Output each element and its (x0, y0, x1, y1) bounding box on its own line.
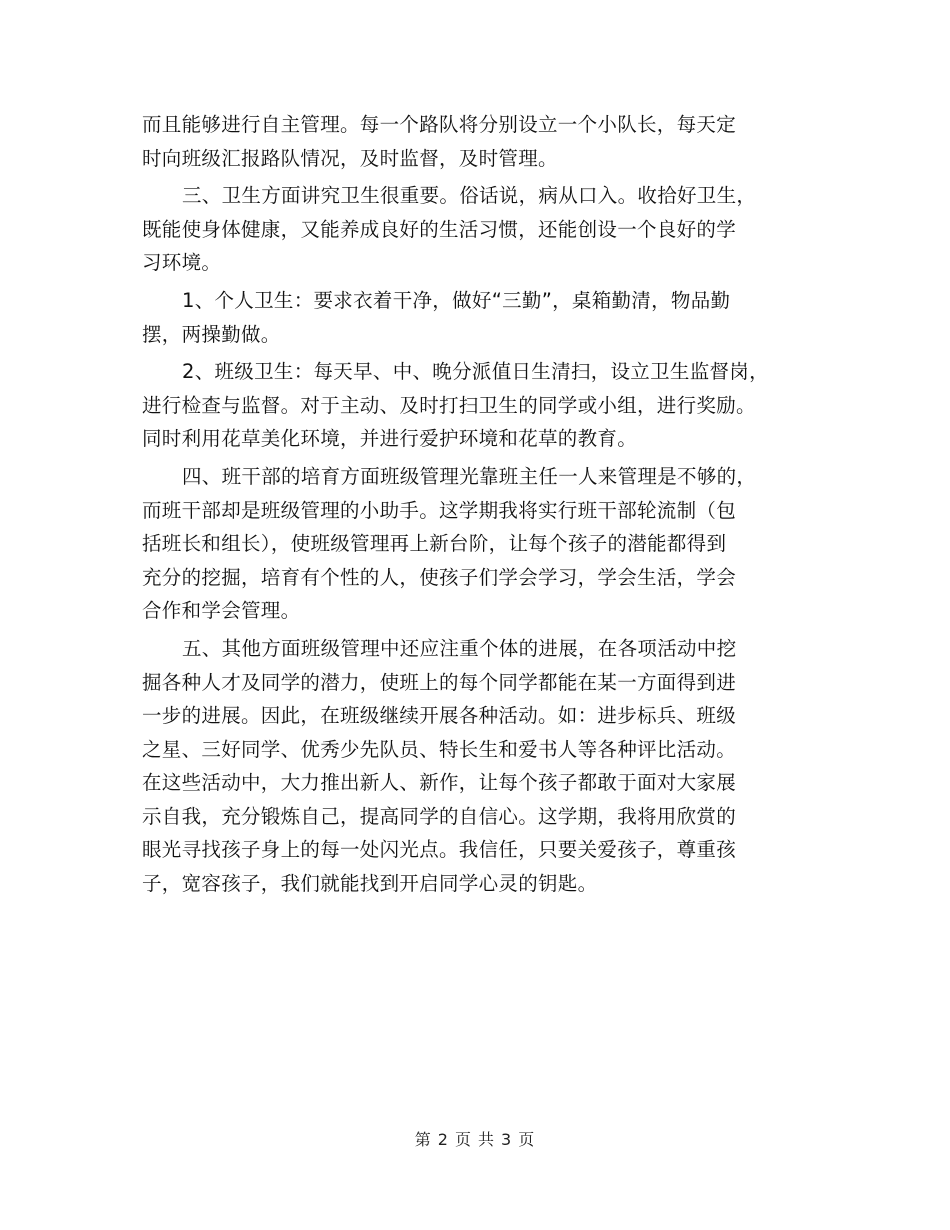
item-1-line: 1、个人卫生：要求衣着干净，做好“三勤”，桌箱勤清，物品勤 (182, 288, 731, 312)
text-line: 子，宽容孩子，我们就能找到开启同学心灵的钥匙。 (142, 872, 598, 896)
text-line: 而且能够进行自主管理。每一个路队将分别设立一个小队长，每天定 (142, 113, 737, 136)
footer-page-number: 2 (437, 1130, 449, 1149)
text-line: 在这些活动中，大力推出新人、新作，让每个孩子都敢于面对大家展 (142, 771, 737, 795)
text-line: 而班干部却是班级管理的小助手。这学期我将实行班干部轮流制（包 (142, 498, 737, 522)
text-line: 摆，两操勤做。 (142, 322, 281, 346)
footer-prefix: 第 (414, 1130, 432, 1149)
section-3-heading-line: 三、卫生方面讲究卫生很重要。俗话说，病从口入。收拾好卫生， (182, 184, 757, 208)
text-line: 时向班级汇报路队情况，及时监督，及时管理。 (142, 146, 558, 170)
footer-total-pages: 3 (501, 1130, 513, 1149)
text-line: 一步的进展。因此，在班级继续开展各种活动。如：进步标兵、班级 (142, 704, 737, 728)
text-line: 之星、三好同学、优秀少先队员、特长生和爱书人等各种评比活动。 (142, 737, 737, 761)
text-line: 习环境。 (142, 251, 222, 275)
text-line: 合作和学会管理。 (142, 599, 301, 623)
item-2-line: 2、班级卫生：每天早、中、晚分派值日生清扫，设立卫生监督岗， (182, 360, 769, 384)
footer-middle: 页 共 (454, 1130, 496, 1149)
footer-suffix: 页 (518, 1130, 536, 1149)
text-line: 括班长和组长），使班级管理再上新台阶，让每个孩子的潜能都得到 (142, 532, 727, 556)
text-line: 充分的挖掘，培育有个性的人，使孩子们学会学习，学会生活，学会 (142, 565, 737, 589)
text-line: 掘各种人才及同学的潜力，使班上的每个同学都能在某一方面得到进 (142, 670, 737, 694)
section-5-heading-line: 五、其他方面班级管理中还应注重个体的进展，在各项活动中挖 (182, 636, 737, 660)
text-line: 进行检查与监督。对于主动、及时打扫卫生的同学或小组，进行奖励。 (142, 393, 756, 417)
text-line: 眼光寻找孩子身上的每一处闪光点。我信任，只要关爱孩子，尊重孩 (142, 838, 737, 862)
section-4-heading-line: 四、班干部的培育方面班级管理光靠班主任一人来管理是不够的， (182, 464, 757, 488)
page-footer (0, 1127, 950, 1150)
text-line: 同时利用花草美化环境，并进行爱护环境和花草的教育。 (142, 427, 638, 451)
document-body (142, 108, 812, 901)
text-line: 既能使身体健康，又能养成良好的生活习惯，还能创设一个良好的学 (142, 217, 737, 241)
text-line: 示自我，充分锻炼自己，提高同学的自信心。这学期，我将用欣赏的 (142, 804, 737, 828)
